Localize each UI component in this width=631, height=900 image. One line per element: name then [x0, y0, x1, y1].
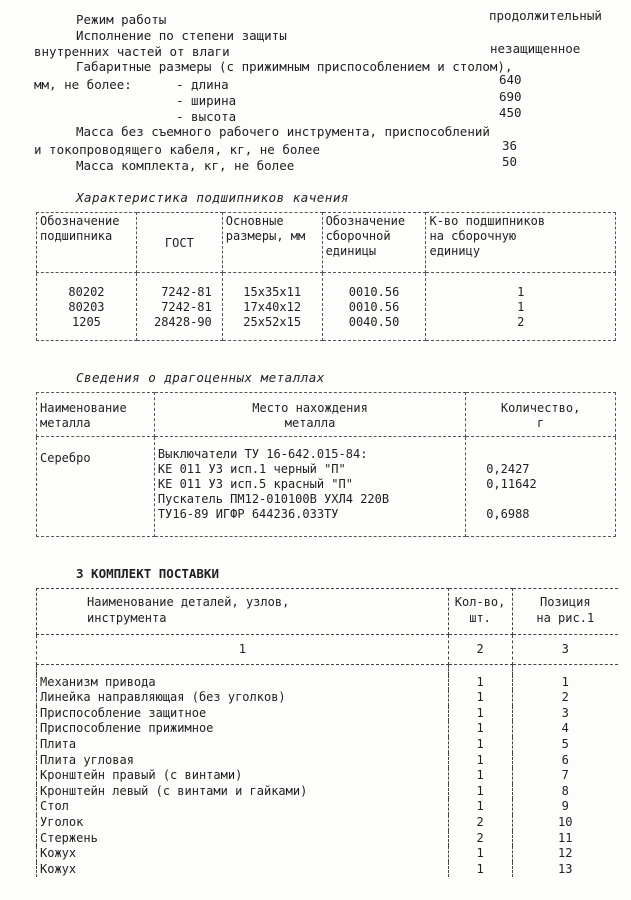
table-row: Стержень 2 11: [37, 831, 619, 847]
metals-body-row: [37, 437, 616, 537]
metals-location-item: Пускатель ПМ12-010100В УХЛ4 220В: [157, 492, 390, 506]
bearings-col-assembly: 0010.56 0010.56 0040.50: [322, 273, 426, 341]
metals-table: [36, 392, 616, 537]
mass-value: 36: [502, 138, 518, 153]
metals-qty-item: 0,11642: [486, 477, 537, 491]
supply-table: [36, 588, 618, 877]
bearings-table: [36, 212, 616, 341]
supply-colnum-1: 1: [37, 635, 449, 665]
protection-line1: Исполнение по степени защиты: [76, 28, 287, 43]
table-row: Приспособление защитное 1 3: [37, 706, 619, 722]
supply-header-pos: Позиция на рис.1: [512, 589, 618, 635]
supply-colnum-2: 2: [448, 635, 512, 665]
supply-colnum-row: [37, 635, 619, 665]
protection-line2: внутренних частей от влаги: [34, 44, 230, 59]
set-mass-value: 50: [502, 154, 518, 169]
set-mass-label: Масса комплекта, кг, не более: [76, 158, 295, 173]
metals-header-location: Место нахождения металла: [154, 393, 465, 437]
table-row: Кожух 1 13: [37, 862, 619, 878]
metals-location-item: КЕ 011 УЗ исп.5 красный "П": [157, 477, 353, 491]
bearings-col-gost: 7242-81 7242-81 28428-90: [136, 273, 222, 341]
mass-line1: Масса без съемного рабочего инструмента, приспособлений: [76, 124, 490, 139]
table-row: Плита 1 5: [37, 737, 619, 753]
bearings-header-assembly: Обозначение сборочной единицы: [322, 213, 426, 273]
bearings-title: Характеристика подшипников качения: [76, 190, 349, 205]
bearings-col-designation: 80202 80203 1205: [37, 273, 137, 341]
protection-value: незащищенное: [490, 41, 581, 56]
bearings-header-designation: Обозначение подшипника: [37, 213, 137, 273]
metals-quantities: [466, 437, 616, 537]
table-row: Плита угловая 1 6: [37, 753, 619, 769]
metals-header-row: [37, 393, 616, 437]
metals-qty-item: 0,2427: [486, 462, 530, 476]
metals-qty-item: 0,6988: [486, 507, 530, 521]
supply-header-name: Наименование деталей, узлов, инструмента: [37, 589, 449, 635]
metals-title: Сведения о драгоценных металлах: [76, 370, 325, 385]
table-row: Кронштейн правый (с винтами) 1 7: [37, 768, 619, 784]
bearings-header-gost: ГОСТ: [136, 213, 222, 273]
supply-title: 3 КОМПЛЕКТ ПОСТАВКИ: [76, 566, 219, 581]
table-row: Механизм привода 1 1: [37, 675, 619, 691]
table-row: Кронштейн левый (с винтами и гайками) 1 8: [37, 784, 619, 800]
table-row: Кожух 1 12: [37, 846, 619, 862]
metals-location-item: Выключатели ТУ 16-642.015-84:: [157, 447, 368, 461]
mass-line2: и токопроводящего кабеля, кг, не более: [34, 142, 320, 157]
supply-header-row: [37, 589, 619, 635]
dims-line1: Габаритные размеры (с прижимным приспособлением и столом),: [76, 59, 513, 74]
table-row: Линейка направляющая (без уголков) 1 2: [37, 690, 619, 706]
height-value: 450: [499, 105, 522, 120]
bearings-header-dims: Основные размеры, мм: [222, 213, 322, 273]
bearings-header-row: [37, 213, 616, 273]
metals-header-name: Наименование металла: [37, 393, 155, 437]
height-label: - высота: [176, 109, 237, 124]
width-label: - ширина: [176, 93, 237, 108]
metals-header-qty: Количество, г: [466, 393, 616, 437]
bearings-body-row: [37, 273, 616, 341]
bearings-col-dims: 15x35x11 17x40x12 25x52x15: [222, 273, 322, 341]
metals-location-item: ТУ16-89 ИГФР 644236.033ТУ: [157, 507, 339, 521]
width-value: 690: [499, 89, 522, 104]
length-value: 640: [499, 72, 522, 87]
metals-name-silver: Серебро: [37, 437, 155, 537]
bearings-col-qty: 1 1 2: [426, 273, 616, 341]
metals-location-item: КЕ 011 УЗ исп.1 черный "П": [157, 462, 346, 476]
length-label: - длина: [176, 77, 229, 92]
table-row: Уголок 2 10: [37, 815, 619, 831]
supply-colnum-3: 3: [512, 635, 618, 665]
table-row: Приспособление прижимное 1 4: [37, 721, 619, 737]
supply-header-qty: Кол-во, шт.: [448, 589, 512, 635]
metals-locations: [154, 437, 465, 537]
bearings-header-qty: К-во подшипников на сборочную единицу: [426, 213, 616, 273]
table-row: Стол 1 9: [37, 799, 619, 815]
dims-line2: мм, не более:: [34, 77, 132, 92]
mode-label: Режим работы: [76, 12, 167, 27]
mode-value: продолжительный: [489, 8, 602, 23]
